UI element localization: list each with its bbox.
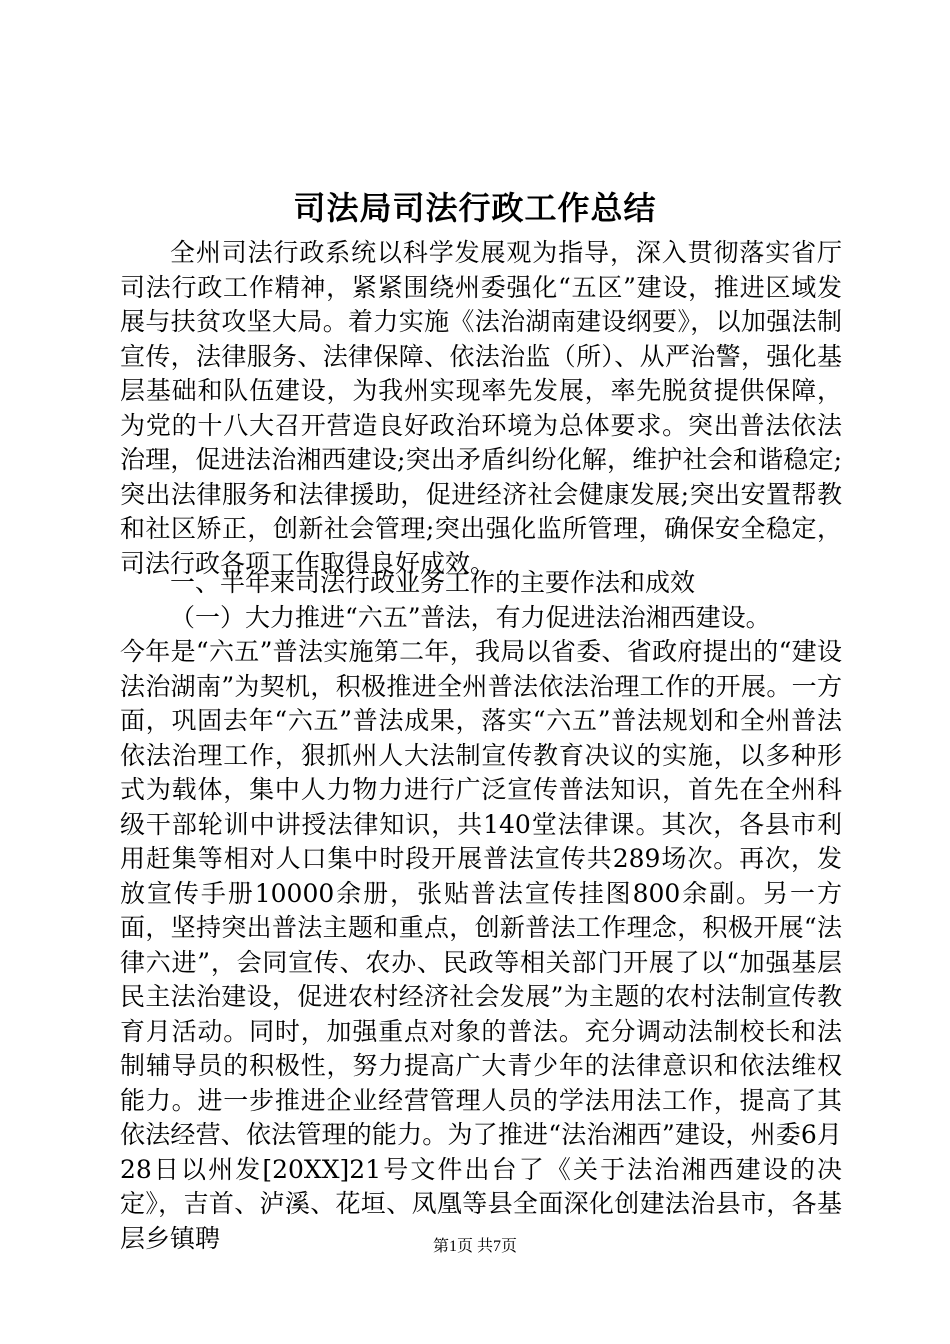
document-title: 司法局司法行政工作总结: [293, 189, 657, 227]
subsection-heading: （一）大力推进“六五”普法，有力促进法治湘西建设。: [170, 602, 771, 632]
intro-paragraph: 全州司法行政系统以科学发展观为指导，深入贯彻落实省厅司法行政工作精神，紧紧围绕州委强化“五区”建设，推进区域发展与扶贫攻坚大局。着力实施《法治湖南建设纲要》，以加强法制宣传，法律服务、法律保障、依法治监（所）、从严治警，强化基层基础和队伍建设，为我州实现率先发展，率先脱贫提供保障，为党的十八大召开营造良好政治环境为总体要求。突出普法依法治理，促进法治湘西建设;突出矛盾纠纷化解，维护社会和谐稳定;突出法律服务和法律援助，促进经济社会健康发展;突出安置帮教和社区矫正，创新社会管理;突出强化监所管理，确保安全稳定，司法行政各项工作取得良好成效。: [120, 238, 842, 578]
section-block: [120, 566, 842, 1256]
section-body: 今年是“六五”普法实施第二年，我局以省委、省政府提出的“建设法治湖南”为契机，积极推进全州普法依法治理工作的开展。一方面，巩固去年“六五”普法成果，落实“六五”普法规划和全州普法依法治理工作，狠抓州人大法制宣传教育决议的实施，以多种形式为载体，集中人力物力进行广泛宣传普法知识，首先在全州科级干部轮训中讲授法律知识，共140堂法律课。其次，各县市利用赶集等相对人口集中时段开展普法宣传共289场次。再次，发放宣传手册10000余册，张贴普法宣传挂图800余副。另一方面，坚持突出普法主题和重点，创新普法工作理念，积极开展“法律六进”，会同宣传、农办、民政等相关部门开展了以“加强基层民主法治建设，促进农村经济社会发展”为主题的农村法制宣传教育月活动。同时，加强重点对象的普法。充分调动法制校长和法制辅导员的积极性，努力提高广大青少年的法律意识和依法维权能力。进一步推进企业经营管理人员的学法用法工作，提高了其依法经营、依法管理的能力。为了推进“法治湘西”建设，州委6月28日以州发[20XX]21号文件出台了《关于法治湘西建设的决定》，吉首、泸溪、花垣、凤凰等县全面深化创建法治县市，各基层乡镇聘: [120, 637, 842, 1253]
section-heading: 一、半年来司法行政业务工作的主要作法和成效: [170, 568, 696, 597]
page-number-footer: 第1页 共7页: [432, 1238, 517, 1255]
